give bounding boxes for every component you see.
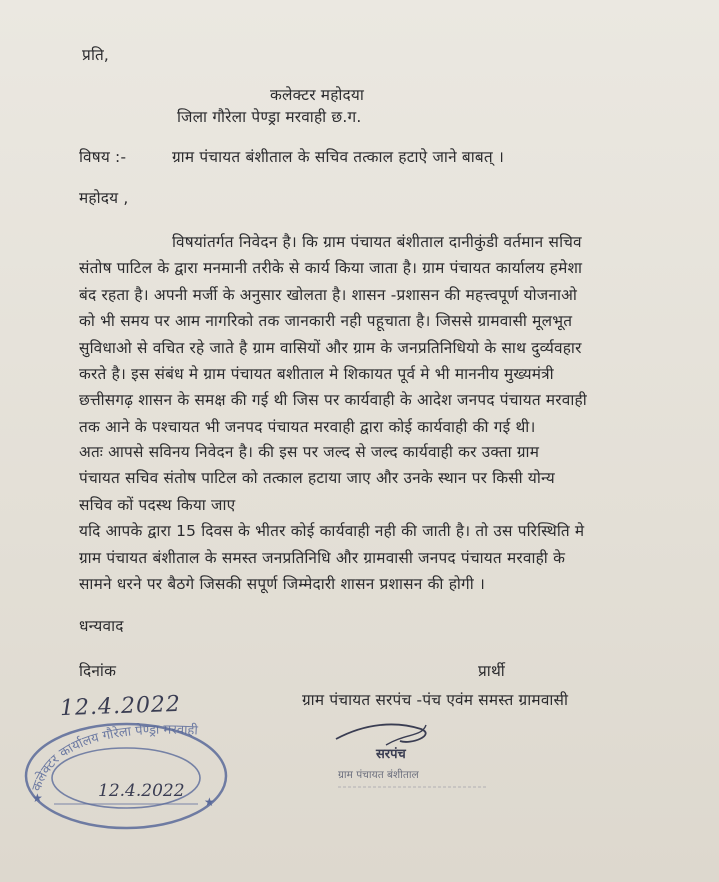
body-line: तक आने के पश्चायत भी जनपद पंचायत मरवाही द्वारा कोई कार्यवाही की गई थी। [79, 417, 536, 436]
body-line: विषयांतर्गत निवेदन है। कि ग्राम पंचायत बंशीताल दानीकुंडी वर्तमान सचिव [172, 233, 582, 251]
subject-text: ग्राम पंचायत बंशीताल के सचिव तत्काल हटाऐ जाने बाबत् । [172, 148, 504, 166]
greeting: महोदय , [79, 189, 129, 207]
thanks: धन्यवाद [79, 617, 124, 635]
body-line: यदि आपके द्वारा 15 दिवस के भीतर कोई कार्यवाही नही की जाती है। तो उस परिस्थिति मे [79, 522, 585, 541]
star-icon: ★ [32, 791, 43, 805]
applicant-label: प्रार्थी [478, 662, 505, 680]
sarpanch-signature [326, 715, 501, 795]
body-line: सचिव कों पदस्थ किया जाए [79, 495, 236, 514]
body-line: बंद रहता है। अपनी मर्जी के अनुसार खोलता है। शासन -प्रशासन की महत्त्वपूर्ण योजनाओ [79, 285, 578, 304]
subject-label: विषय :- [79, 148, 127, 166]
addressee-line-2: जिला गौरेला पेण्ड्रा मरवाही छ.ग. [177, 108, 362, 126]
body-paragraph-2 [79, 439, 584, 597]
stamp-text: कलेक्टर कार्यालय गौरेला पेण्ड्रा मरवाही [29, 722, 199, 794]
stamp-date: 12.4.2022 [98, 781, 185, 801]
received-stamp [18, 714, 233, 834]
body-line: पंचायत सचिव संतोष पाटिल को तत्काल हटाया जाए और उनके स्थान पर किसी योन्य [79, 469, 555, 488]
signature-text: सरपंच [376, 747, 406, 762]
addressee-line-1: कलेक्टर महोदया [270, 86, 365, 104]
star-icon: ★ [204, 795, 215, 809]
body-paragraph-1 [79, 229, 587, 440]
handwritten-date: 12.4.2022 [59, 691, 182, 722]
body-line: संतोष पाटिल के द्वारा मनमानी तरीके से कार्य किया जाता है। ग्राम पंचायत कार्यालय हमेशा [79, 259, 583, 278]
body-line: ग्राम पंचायत बंशीताल के समस्त जनप्रतिनिधि और ग्रामवासी जनपद पंचायत मरवाही के [79, 548, 566, 567]
body-line: छत्तीसगढ़ शासन के समक्ष की गई थी जिस पर कार्यवाही के आदेश जनपद पंचायत मरवाही [79, 391, 587, 410]
body-line: को भी समय पर आम नागरिको तक जानकारी नही पहूचाता है। जिससे ग्रामवासी मूलभूत [79, 312, 573, 331]
body-line: सामने धरने पर बैठगे जिसकी सपूर्ण जिम्मेदारी शासन प्रशासन की होगी । [79, 574, 486, 593]
salutation-to: प्रति, [82, 46, 110, 64]
body-line: सुविधाओ से वचित रहे जाते है ग्राम वासियों और ग्राम के जनप्रतिनिधियो के साथ दुर्व्यवहार [79, 338, 582, 357]
applicant-name: ग्राम पंचायत सरपंच -पंच एवंम समस्त ग्रामवासी [302, 691, 569, 709]
body-line: अतः आपसे सविनय निवेदन है। की इस पर जल्द से जल्द कार्यवाही कर उक्ता ग्राम [79, 443, 540, 461]
signature-seal: ग्राम पंचायत बंशीताल [338, 769, 419, 781]
date-label: दिनांक [79, 662, 117, 680]
body-line: करते है। इस संबंध मे ग्राम पंचायत बशीताल मे शिकायत पूर्व मे भी माननीय मुख्यमंत्री [79, 364, 554, 383]
